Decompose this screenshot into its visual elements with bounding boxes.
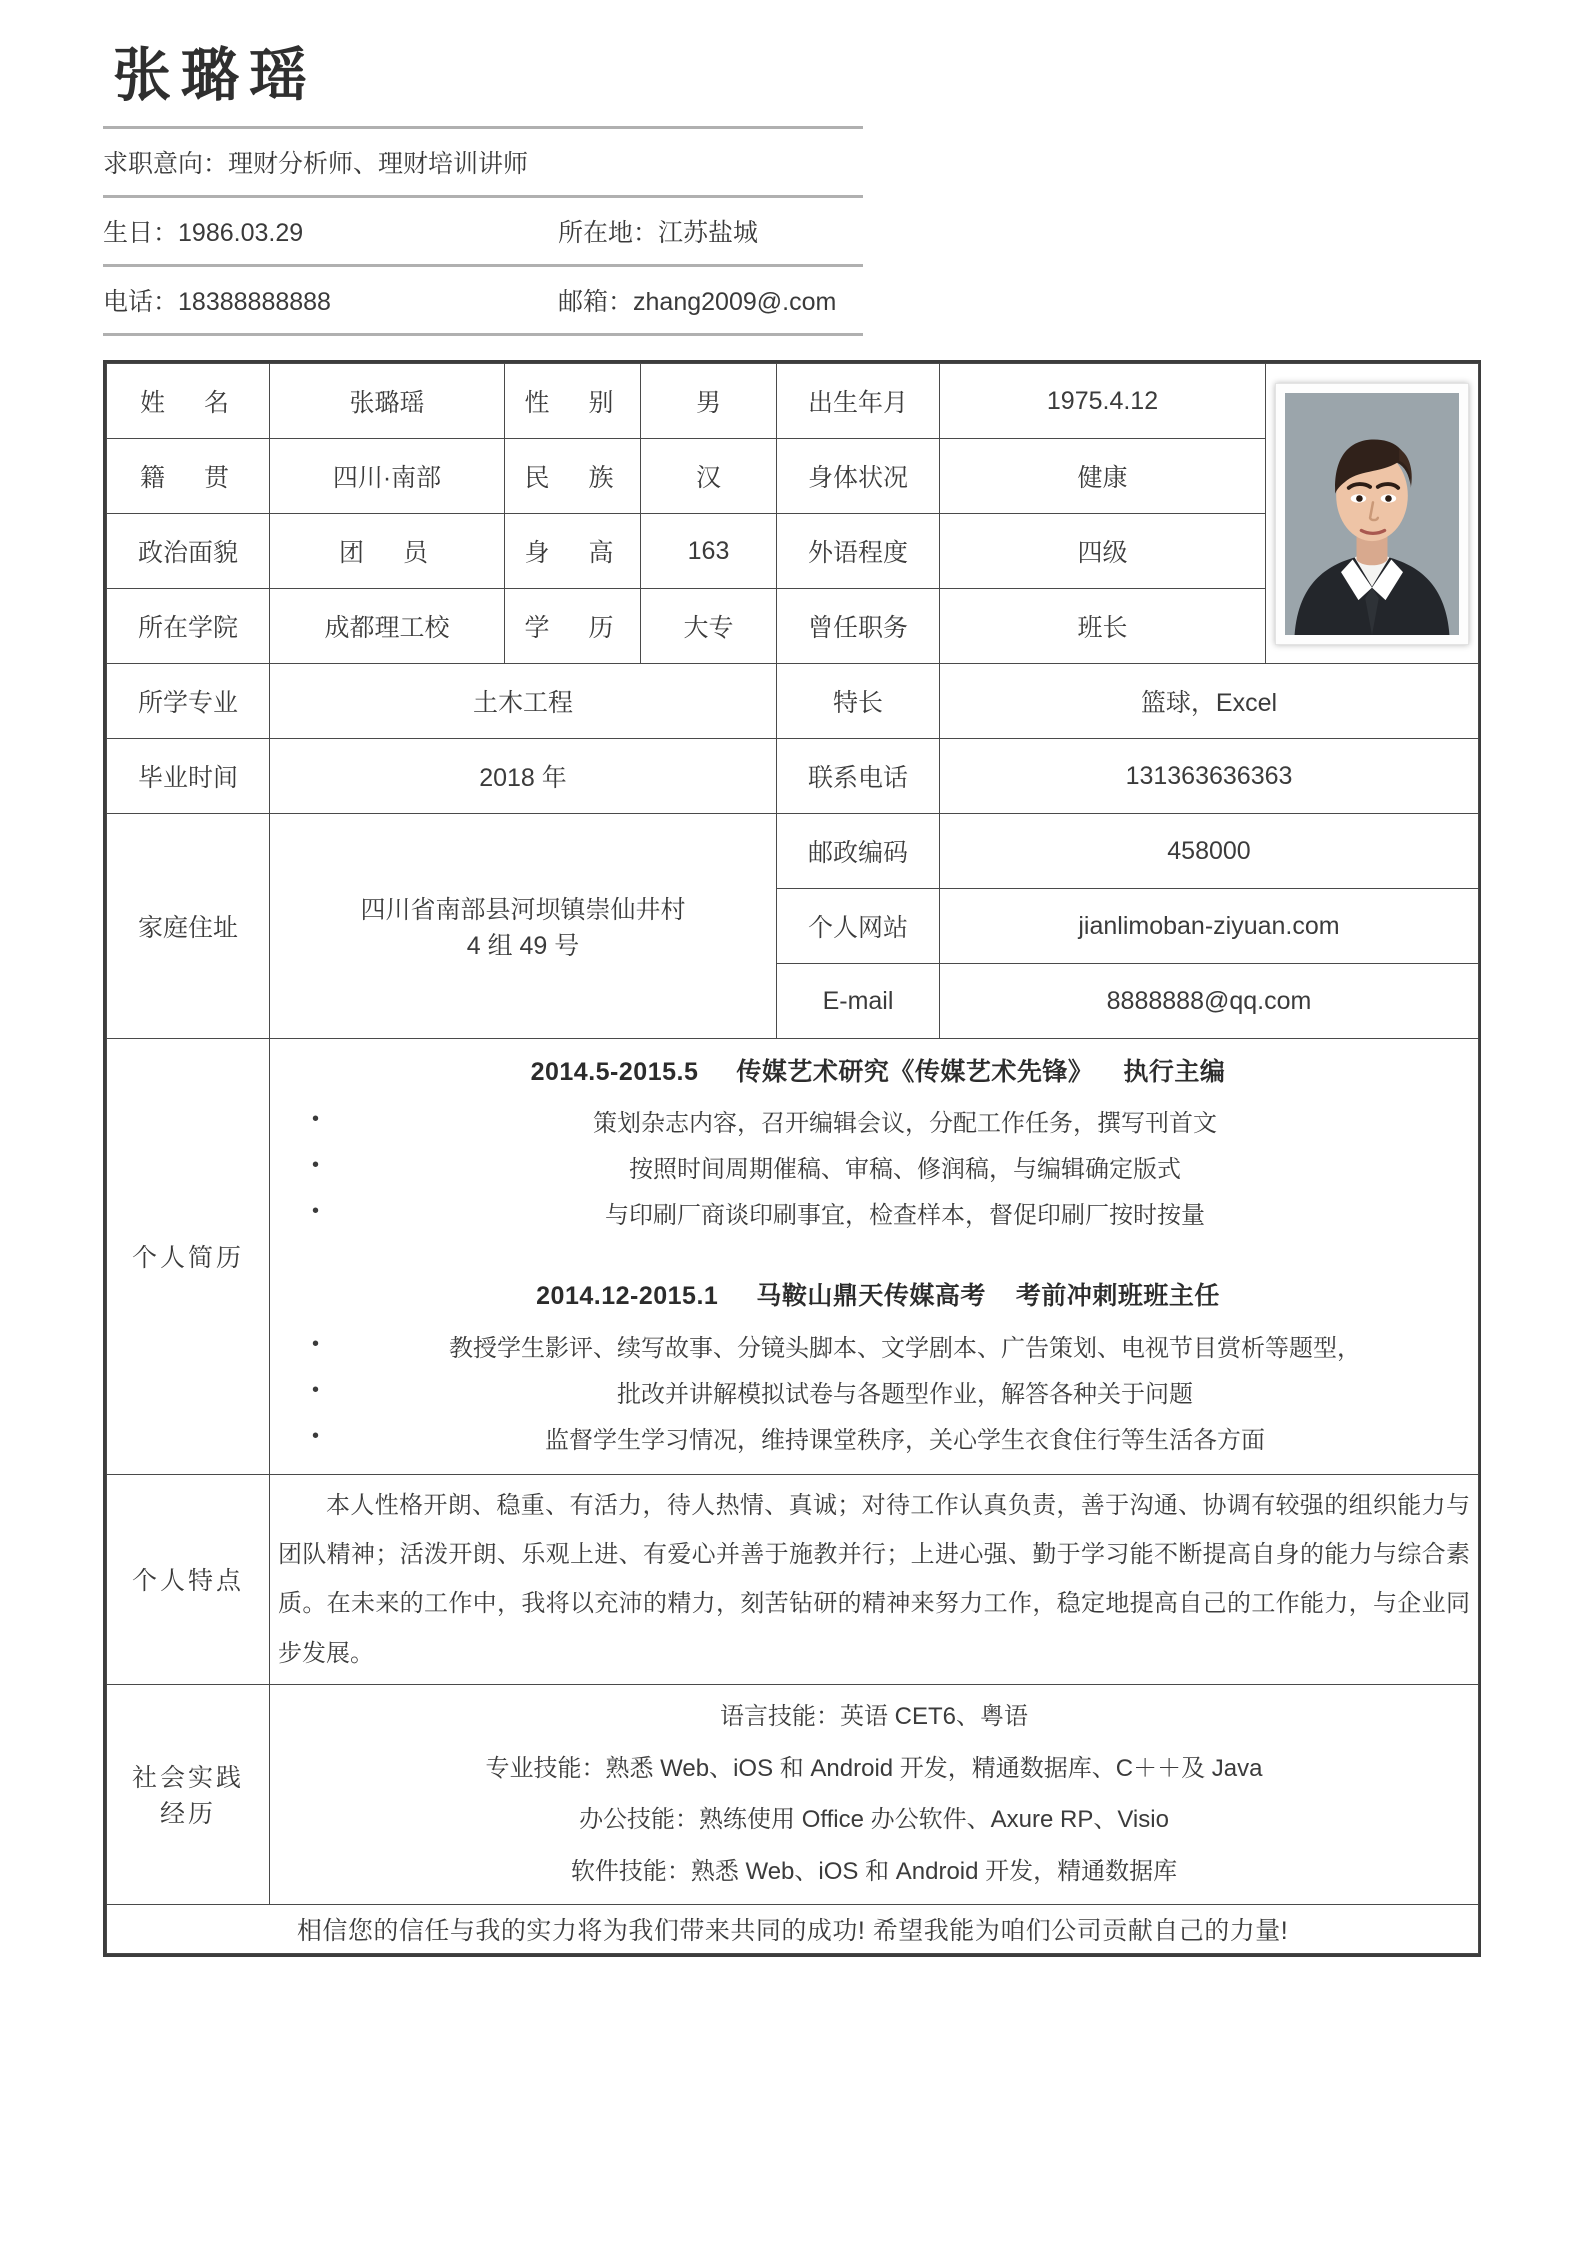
skill-line: 软件技能：熟悉 Web、iOS 和 Android 开发，精通数据库 (570, 1858, 1178, 1886)
avatar-frame (1275, 383, 1469, 645)
table-row (107, 664, 1479, 739)
avatar (1285, 393, 1459, 635)
photo-cell (1266, 364, 1479, 664)
cell-label-graduation: 毕业时间 (107, 739, 270, 814)
cell-label-birthdate: 出生年月 (777, 364, 940, 439)
cell-label-hometown: 籍 贯 (107, 439, 270, 514)
cell-value-graduation: 2018 年 (270, 739, 777, 814)
cell-label-health: 身体状况 (777, 439, 940, 514)
cell-value-ethnicity: 汉 (641, 439, 777, 514)
resume-header (103, 44, 965, 336)
cell-value-contact-phone: 131363636363 (940, 739, 1479, 814)
cell-value-address (270, 814, 777, 1039)
practice-label-line-1: 社会实践 (131, 1764, 244, 1793)
cell-label-address: 家庭住址 (107, 814, 270, 1039)
cell-value-specialty: 篮球，Excel (940, 664, 1479, 739)
cell-label-name: 姓 名 (107, 364, 270, 439)
cell-value-gender: 男 (641, 364, 777, 439)
skill-line: 办公技能：熟练使用 Office 办公软件、Axure RP、Visio (579, 1806, 1169, 1834)
skill-line: 专业技能：熟悉 Web、iOS 和 Android 开发，精通数据库、C＋＋及 Java (485, 1754, 1263, 1782)
cell-label-position-held: 曾任职务 (777, 589, 940, 664)
objective-text: 求职意向：理财分析师、理财培训讲师 (103, 149, 529, 178)
list-item: • 教授学生影评、续写故事、分镜头脚本、文学剧本、广告策划、电视节目赏析等题型， (340, 1326, 1470, 1372)
job-title-1: 2014.5-2015.5 传媒艺术研究《传媒艺术先锋》 执行主编 (530, 1058, 1226, 1086)
cell-value-birthdate: 1975.4.12 (940, 364, 1266, 439)
cell-label-political: 政治面貌 (107, 514, 270, 589)
table-row-closing (107, 1905, 1479, 1954)
phone-email-row (103, 267, 965, 333)
cell-value-height: 163 (641, 514, 777, 589)
address-line-2: 4 组 49 号 (466, 932, 580, 960)
cell-value-email[interactable]: 8888888@qq.com (940, 964, 1479, 1039)
section-content-resume (270, 1039, 1479, 1475)
cell-label-education: 学 历 (505, 589, 641, 664)
portrait-photo-icon (1285, 393, 1459, 635)
cell-label-gender: 性 别 (505, 364, 641, 439)
cell-value-hometown: 四川·南部 (270, 439, 505, 514)
closing-statement: 相信您的信任与我的实力将为我们带来共同的成功! 希望我能为咱们公司贡献自己的力量! (107, 1905, 1479, 1954)
cell-value-language-level: 四级 (940, 514, 1266, 589)
address-line-1: 四川省南部县河坝镇崇仙井村 (360, 896, 686, 924)
skill-line: 语言技能：英语 CET6、粤语 (719, 1702, 1028, 1730)
list-item: • 按照时间周期催稿、审稿、修润稿，与编辑确定版式 (340, 1147, 1470, 1193)
cell-value-health: 健康 (940, 439, 1266, 514)
cell-label-contact-phone: 联系电话 (777, 739, 940, 814)
cell-value-position-held: 班长 (940, 589, 1266, 664)
cell-label-email: E-mail (777, 964, 940, 1039)
cell-label-ethnicity: 民 族 (505, 439, 641, 514)
list-item: • 批改并讲解模拟试卷与各题型作业，解答各种关于问题 (340, 1372, 1470, 1418)
cell-value-postcode: 458000 (940, 814, 1479, 889)
section-spacer (278, 1243, 1470, 1269)
section-content-practice (270, 1684, 1479, 1904)
table-row-resume (107, 1039, 1479, 1475)
table-row (107, 814, 1479, 889)
traits-paragraph: 本人性格开朗、稳重、有活力，待人热情、真诚；对待工作认真负责，善于沟通、协调有较强的组织能力与团队精神；活泼开朗、乐观上进、有爱心并善于施教并行；上进心强、勤于学习能不断提高自身的能力与综合素质。在未来的工作中，我将以充沛的精力，刻苦钻研的精神来努力工作，稳定地提高自己的工作能力，与企业同步发展。 (278, 1491, 1470, 1667)
birthday-text: 生日：1986.03.29 (103, 218, 304, 247)
table-row-traits (107, 1474, 1479, 1684)
job-bullets-2 (278, 1326, 1470, 1464)
practice-label-line-2: 经历 (159, 1800, 216, 1829)
phone-text: 电话：18388888888 (103, 287, 331, 316)
cell-value-education: 大专 (641, 589, 777, 664)
email-text: 邮箱：zhang2009@.com (558, 287, 837, 316)
table-row (107, 739, 1479, 814)
cell-value-college: 成都理工校 (270, 589, 505, 664)
cell-label-language-level: 外语程度 (777, 514, 940, 589)
section-content-traits (270, 1474, 1479, 1684)
list-item: • 策划杂志内容，召开编辑会议，分配工作任务，撰写刊首文 (340, 1101, 1470, 1147)
cell-value-political: 团 员 (270, 514, 505, 589)
cell-label-height: 身 高 (505, 514, 641, 589)
table-row (107, 364, 1479, 439)
cell-label-website: 个人网站 (777, 889, 940, 964)
cell-label-specialty: 特长 (777, 664, 940, 739)
page-title: 张璐瑶 (113, 43, 318, 108)
birthday-location-row (103, 198, 965, 264)
section-label-practice (107, 1684, 270, 1904)
table-row-practice (107, 1684, 1479, 1904)
list-item: • 与印刷厂商谈印刷事宜，检查样本，督促印刷厂按时按量 (340, 1193, 1470, 1239)
section-label-resume: 个人简历 (107, 1039, 270, 1475)
list-item: • 监督学生学习情况，维持课堂秩序，关心学生衣食住行等生活各方面 (340, 1418, 1470, 1464)
objective-row (103, 129, 965, 195)
cell-value-website[interactable]: jianlimoban-ziyuan.com (940, 889, 1479, 964)
cell-label-postcode: 邮政编码 (777, 814, 940, 889)
job-title-2: 2014.12-2015.1 马鞍山鼎天传媒高考 考前冲刺班班主任 (536, 1282, 1220, 1311)
resume-table (103, 360, 1481, 1957)
cell-label-college: 所在学院 (107, 589, 270, 664)
cell-label-major: 所学专业 (107, 664, 270, 739)
cell-value-name: 张璐瑶 (270, 364, 505, 439)
divider-4 (103, 333, 863, 336)
section-label-traits: 个人特点 (107, 1474, 270, 1684)
job-bullets-1 (278, 1101, 1470, 1239)
cell-value-major: 土木工程 (270, 664, 777, 739)
location-text: 所在地：江苏盐城 (558, 218, 759, 247)
